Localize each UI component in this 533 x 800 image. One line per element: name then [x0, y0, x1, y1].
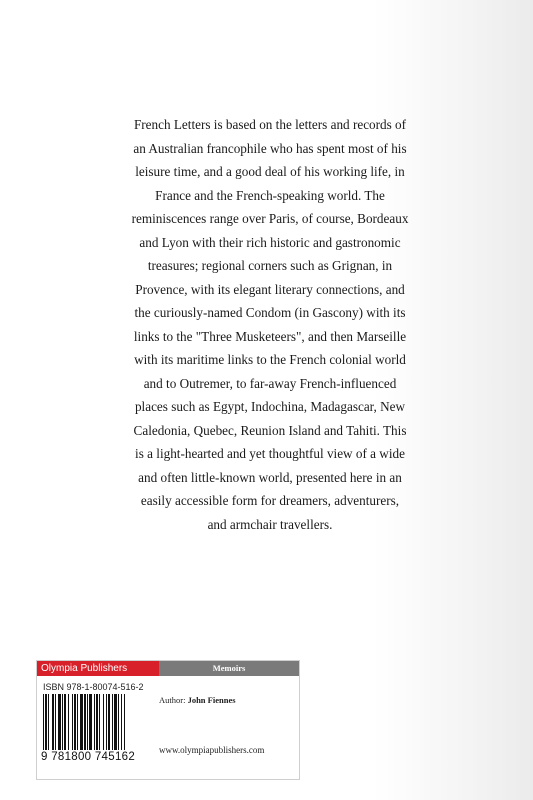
publisher-label: Olympia Publishers [37, 661, 159, 676]
barcode-digits: 9 781800 745162 [41, 751, 136, 763]
blurb-line: Caledonia, Quebec, Reunion Island and Tahiti. This [133, 422, 407, 438]
blurb-line: and often little-known world, presented here in an [138, 469, 402, 485]
blurb-line: easily accessible form for dreamers, adventurers, [140, 493, 400, 508]
barcode-panel [36, 660, 300, 780]
back-cover-blurb [100, 113, 440, 536]
genre-label: Memoirs [159, 661, 299, 676]
barcode-image [41, 694, 149, 750]
blurb-line: treasures; regional corners such as Grignan, in [147, 258, 393, 273]
isbn-text: ISBN 978-1-80074-516-2 [43, 682, 144, 692]
blurb-line: and armchair travellers. [207, 516, 333, 532]
blurb-line: reminiscences range over Paris, of course, Bordeaux [131, 211, 409, 226]
publisher-website: www.olympiapublishers.com [159, 745, 265, 755]
blurb-line: Provence, with its elegant literary connections, and [135, 281, 405, 297]
author-label: Author: [159, 695, 186, 705]
author-line [159, 695, 236, 705]
blurb-line: the curiously-named Condom (in Gascony) with its [134, 305, 406, 320]
blurb-line: and Lyon with their rich historic and gastronomic [139, 234, 401, 250]
blurb-line: French Letters is based on the letters and records of [133, 117, 407, 132]
blurb-line: France and the French-speaking world. The [155, 187, 385, 203]
blurb-line: links to the "Three Musketeers", and then Marseille [133, 328, 407, 344]
blurb-line: leisure time, and a good deal of his working life, in [135, 164, 405, 179]
blurb-line: with its maritime links to the French colonial world [134, 352, 406, 367]
panel-header [37, 661, 299, 676]
blurb-line: places such as Egypt, Indochina, Madagascar, New [134, 399, 406, 414]
blurb-line: an Australian francophile who has spent most of his [133, 140, 407, 156]
blurb-line: and to Outremer, to far-away French-influenced [143, 375, 397, 391]
blurb-line: is a light-hearted and yet thoughtful view of a wide [135, 446, 405, 461]
author-name: John Fiennes [187, 695, 236, 705]
